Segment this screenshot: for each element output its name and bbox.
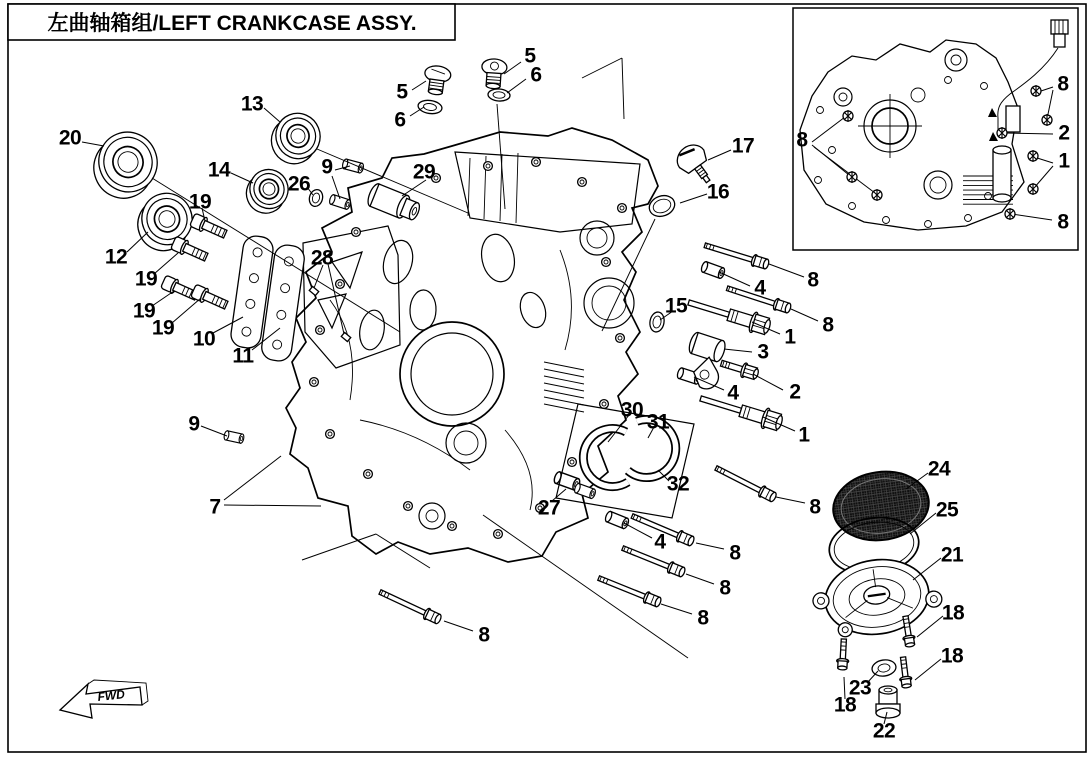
callout-18: 18 [940, 644, 964, 668]
callout-5: 5 [396, 80, 408, 104]
callout-8: 8 [807, 268, 819, 292]
callout-2: 2 [789, 380, 801, 404]
callout-32: 32 [666, 472, 690, 496]
callout-19: 19 [134, 267, 158, 291]
callout-7: 7 [209, 495, 221, 519]
plug-22 [876, 686, 900, 718]
callout-1: 1 [784, 325, 796, 349]
callout-19: 19 [132, 299, 156, 323]
callout-14: 14 [207, 158, 231, 182]
callout-8: 8 [1057, 210, 1069, 234]
callout-27: 27 [537, 496, 561, 520]
callout-23: 23 [848, 676, 872, 700]
callout-20: 20 [58, 126, 82, 150]
callout-5: 5 [524, 44, 536, 68]
callout-19: 19 [151, 316, 175, 340]
callout-29: 29 [412, 160, 436, 184]
bolt-mark-icon [1028, 150, 1038, 162]
callout-3: 3 [757, 340, 769, 364]
callout-8: 8 [1057, 72, 1069, 96]
callout-25: 25 [935, 498, 959, 522]
bolt-mark-icon [997, 127, 1007, 139]
callout-8: 8 [822, 313, 834, 337]
callout-9: 9 [188, 412, 200, 436]
callout-13: 13 [240, 92, 264, 116]
callout-18: 18 [833, 693, 857, 717]
bolt-mark-icon [847, 171, 857, 183]
bolt-mark-icon [1028, 183, 1038, 195]
callout-18: 18 [941, 601, 965, 625]
callout-10: 10 [192, 327, 216, 351]
callout-6: 6 [530, 63, 542, 87]
inset-connector [1051, 20, 1068, 47]
callout-12: 12 [104, 245, 128, 269]
callout-9: 9 [321, 155, 333, 179]
bolt-mark-icon [843, 110, 853, 122]
callout-15: 15 [664, 294, 688, 318]
callout-1: 1 [1058, 149, 1070, 173]
bolt-mark-icon [1042, 114, 1052, 126]
callout-8: 8 [809, 495, 821, 519]
callout-2: 2 [1058, 121, 1070, 145]
callout-16: 16 [706, 180, 730, 204]
callout-24: 24 [927, 457, 951, 481]
callout-17: 17 [731, 134, 755, 158]
callout-28: 28 [310, 246, 334, 270]
callout-19: 19 [188, 190, 212, 214]
callout-8: 8 [796, 128, 808, 152]
callout-8: 8 [729, 541, 741, 565]
page-title: 左曲轴箱组/LEFT CRANKCASE ASSY. [47, 12, 417, 35]
callout-8: 8 [697, 606, 709, 630]
callout-4: 4 [654, 530, 666, 554]
callout-11: 11 [232, 344, 254, 368]
callout-8: 8 [478, 623, 490, 647]
inset-filter-boss [993, 146, 1011, 202]
callout-21: 21 [940, 543, 964, 567]
bolt-mark-icon [1005, 208, 1015, 220]
callout-1: 1 [798, 423, 810, 447]
callout-30: 30 [620, 398, 644, 422]
bolt-mark-icon [1031, 85, 1041, 97]
callout-26: 26 [287, 172, 311, 196]
callout-31: 31 [646, 410, 670, 434]
callout-4: 4 [727, 381, 739, 405]
fwd-label: FWD [96, 687, 126, 704]
bolt-mark-icon [872, 189, 882, 201]
callout-4: 4 [754, 276, 766, 300]
callout-22: 22 [872, 719, 896, 743]
callout-8: 8 [719, 576, 731, 600]
callout-6: 6 [394, 108, 406, 132]
